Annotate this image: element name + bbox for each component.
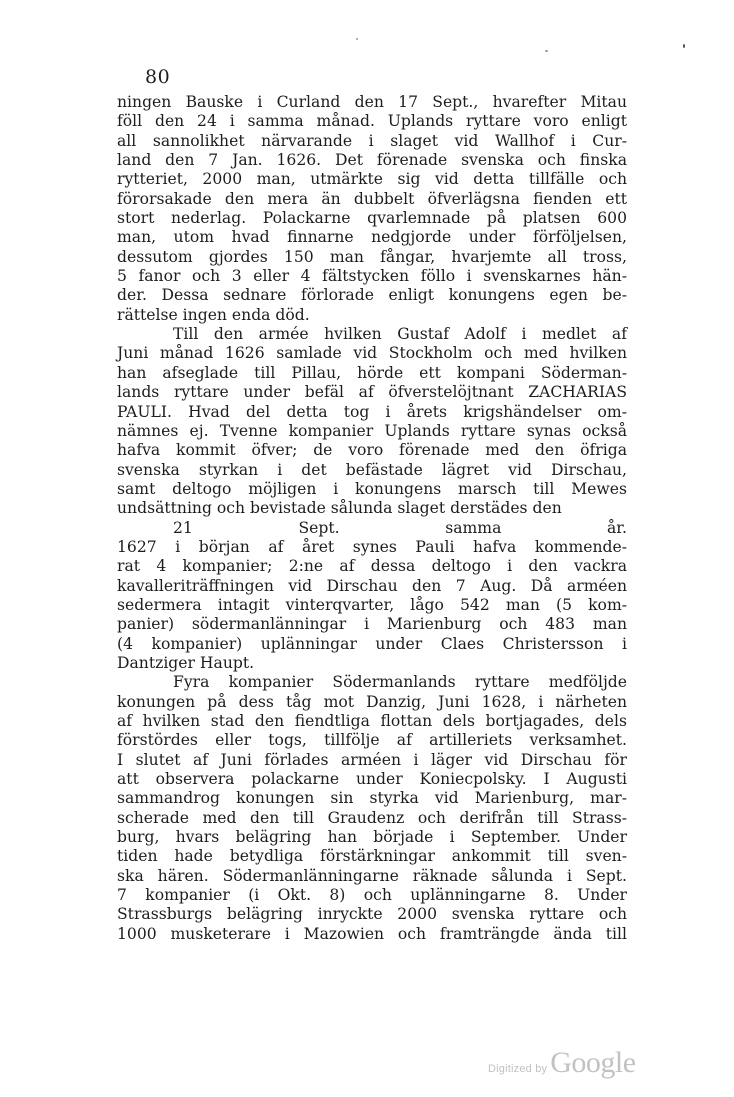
text-line: tiden hade betydliga förstärkningar ankommit till sven- bbox=[117, 847, 627, 866]
text-line: (4 kompanier) uplänningar under Claes Christersson i bbox=[117, 634, 627, 653]
text-line: man, utom hvad finnarne nedgjorde under förföljelsen, bbox=[117, 228, 627, 247]
scan-speck bbox=[356, 38, 358, 40]
watermark-brand: Google bbox=[550, 1046, 636, 1079]
text-line: samt deltogo möjligen i konungens marsch till Mewes bbox=[117, 479, 627, 498]
text-line: ska hären. Södermanlänningarne räknade sålunda i Sept. bbox=[117, 866, 627, 885]
text-line: Till den armée hvilken Gustaf Adolf i medlet af bbox=[173, 325, 627, 344]
text-line: 7 kompanier (i Okt. 8) och uplänningarne 8. Under bbox=[117, 886, 627, 905]
text-line: dessutom gjordes 150 man fångar, hvarjemte all tross, bbox=[117, 247, 627, 266]
text-line: svenska styrkan i det befästade lägret vid Dirschau, bbox=[117, 460, 627, 479]
text-line: land den 7 Jan. 1626. Det förenade svenska och finska bbox=[117, 151, 627, 170]
text-line: ningen Bauske i Curland den 17 Sept., hvarefter Mitau bbox=[117, 93, 627, 111]
text-line: burg, hvars belägring han började i September. Under bbox=[117, 828, 627, 847]
body-text bbox=[117, 93, 627, 944]
page-number: 80 bbox=[145, 66, 171, 88]
text-line: all sannolikhet närvarande i slaget vid Wallhof i Cur- bbox=[117, 131, 627, 150]
text-line: der. Dessa sednare förlorade enligt konungens egen be- bbox=[117, 286, 627, 305]
text-line: Strassburgs belägring inryckte 2000 svenska ryttare och bbox=[117, 905, 627, 924]
text-line: I slutet af Juni förlades arméen i läger vid Dirschau för bbox=[117, 750, 627, 769]
text-line: PAULI. Hvad del detta tog i årets krigshändelser om- bbox=[117, 402, 627, 421]
text-line: förorsakade den mera än dubbelt öfverlägsna fienden ett bbox=[117, 189, 627, 208]
text-line: panier) södermanlänningar i Marienburg och 483 man bbox=[117, 615, 627, 634]
text-line: rättelse ingen enda död. bbox=[117, 305, 310, 324]
text-line: rat 4 kompanier; 2:ne af dessa deltogo i den vackra bbox=[117, 557, 627, 576]
text-line: att observera polackarne under Koniecpolsky. I Augusti bbox=[117, 770, 627, 789]
text-line: lands ryttare under befäl af öfverstelöjtnant ZACHARIAS bbox=[117, 383, 627, 402]
text-line: Dantziger Haupt. bbox=[117, 653, 255, 672]
text-line: 5 fanor och 3 eller 4 fältstycken föllo i svenskarnes hän- bbox=[117, 267, 627, 286]
text-line: 21 Sept. samma år. bbox=[173, 518, 627, 537]
text-line: 1627 i början af året synes Pauli hafva kommende- bbox=[117, 537, 627, 556]
text-line: rytteriet, 2000 man, utmärkte sig vid detta tillfälle och bbox=[117, 170, 627, 189]
text-line: sammandrog konungen sin styrka vid Marienburg, mar- bbox=[117, 789, 627, 808]
text-line: hafva kommit öfver; de voro förenade med den öfriga bbox=[117, 441, 627, 460]
text-line: kavalleriträffningen vid Dirschau den 7 Aug. Då arméen bbox=[117, 576, 627, 595]
text-line: förstördes eller togs, tillfölje af artilleriets verksamhet. bbox=[117, 731, 627, 750]
text-line: stort nederlag. Polackarne qvarlemnade på platsen 600 bbox=[117, 209, 627, 228]
text-line: Juni månad 1626 samlade vid Stockholm och med hvilken bbox=[117, 344, 627, 363]
text-line: konungen på dess tåg mot Danzig, Juni 1628, i närheten bbox=[117, 692, 627, 711]
scan-speck bbox=[545, 50, 548, 52]
text-line: föll den 24 i samma månad. Uplands ryttare voro enligt bbox=[117, 112, 627, 131]
digitized-by-google-watermark bbox=[488, 1046, 636, 1080]
text-line: undsättning och bevistade sålunda slaget derstädes den bbox=[117, 499, 562, 518]
watermark-prefix: Digitized by bbox=[488, 1063, 548, 1075]
text-line: 1000 musketerare i Mazowien och framträngde ända till bbox=[117, 924, 627, 943]
text-line: Fyra kompanier Södermanlands ryttare medföljde bbox=[173, 673, 627, 692]
text-line: scherade med den till Graudenz och derifrån till Strass- bbox=[117, 808, 627, 827]
text-line: af hvilken stad den fiendtliga flottan dels bortjagades, dels bbox=[117, 712, 627, 730]
text-line: sedermera intagit vinterqvarter, lågo 542 man (5 kom- bbox=[117, 595, 627, 614]
text-line: han afseglade till Pillau, hörde ett kompani Söderman- bbox=[117, 363, 627, 382]
text-line: nämnes ej. Tvenne kompanier Uplands ryttare synas också bbox=[117, 421, 627, 440]
scan-speck bbox=[683, 44, 685, 48]
